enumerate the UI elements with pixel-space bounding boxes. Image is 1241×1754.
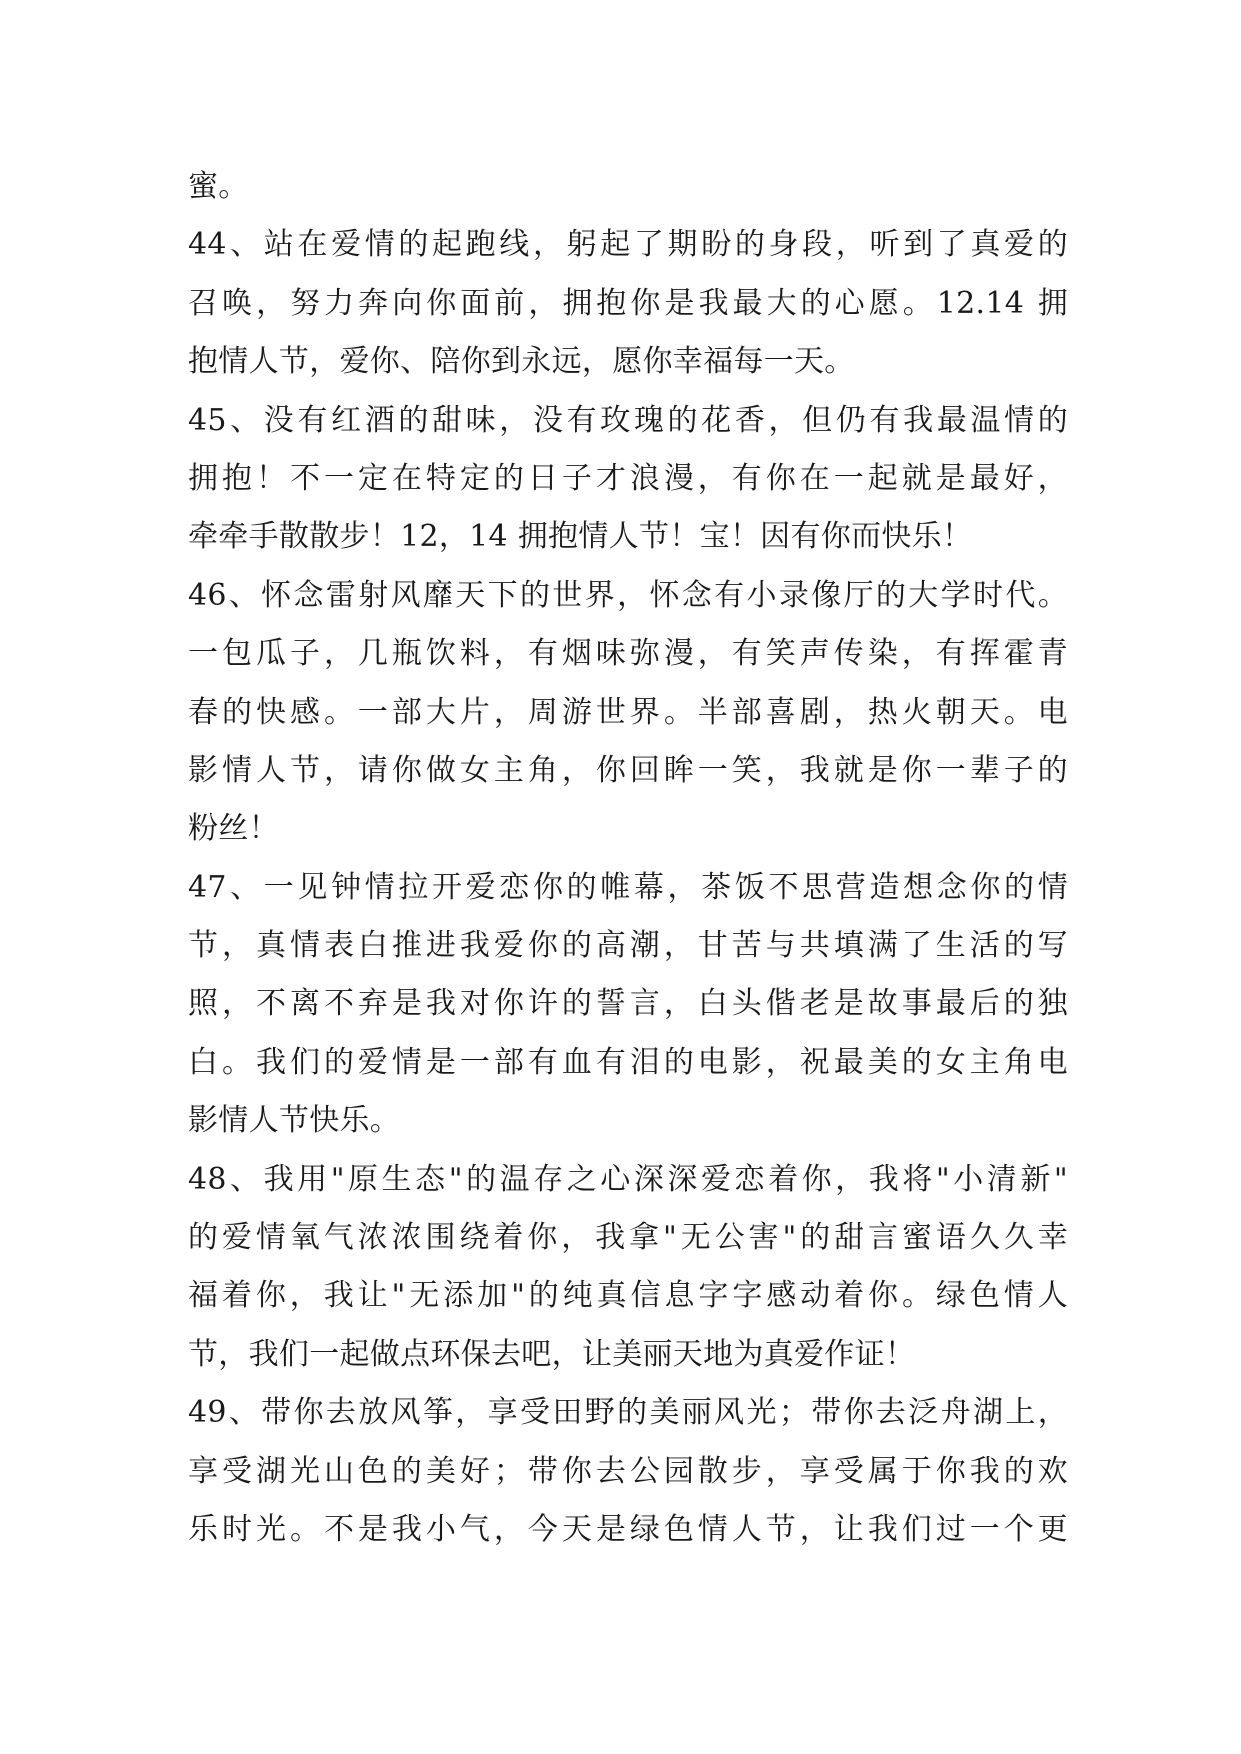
- text-line: 乐时光。不是我小气，今天是绿色情人节，让我们过一个更: [188, 1511, 1068, 1547]
- text-line: 46、怀念雷射风靡天下的世界，怀念有小录像厅的大学时代。: [188, 577, 1068, 613]
- text-line: 蜜。: [188, 169, 249, 204]
- text-line: 47、一见钟情拉开爱恋你的帷幕，茶饭不思营造想念你的情: [188, 869, 1068, 905]
- text-line: 45、没有红酒的甜味，没有玫瑰的花香，但仍有我最温情的: [188, 402, 1068, 438]
- text-line: 节，真情表白推进我爱你的高潮，甘苦与共填满了生活的写: [188, 928, 1068, 964]
- text-line: 照，不离不弃是我对你许的誓言，白头偕老是故事最后的独: [188, 986, 1068, 1022]
- text-line: 48、我用"原生态"的温存之心深深爱恋着你，我将"小清新": [188, 1161, 1068, 1197]
- text-line: 影情人节快乐。: [188, 1103, 401, 1139]
- text-line: 影情人节，请你做女主角，你回眸一笑，我就是你一辈子的: [188, 752, 1068, 788]
- text-line: 44、站在爱情的起跑线，躬起了期盼的身段，听到了真爱的: [188, 227, 1068, 263]
- text-line: 召唤，努力奔向你面前，拥抱你是我最大的心愿。12.14 拥: [188, 285, 1068, 321]
- text-line: 节，我们一起做点环保去吧，让美丽天地为真爱作证！: [188, 1336, 916, 1372]
- body-text: [188, 158, 1068, 1559]
- text-line: 一包瓜子，几瓶饮料，有烟味弥漫，有笑声传染，有挥霍青: [188, 636, 1068, 672]
- text-line: 春的快感。一部大片，周游世界。半部喜剧，热火朝天。电: [188, 694, 1068, 730]
- text-line: 享受湖光山色的美好；带你去公园散步，享受属于你我的欢: [188, 1453, 1068, 1489]
- text-line: 白。我们的爱情是一部有血有泪的电影，祝最美的女主角电: [188, 1044, 1068, 1080]
- text-line: 粉丝！: [188, 811, 279, 847]
- text-line: 抱情人节，爱你、陪你到永远，愿你幸福每一天。: [188, 344, 855, 380]
- text-line: 拥抱！不一定在特定的日子才浪漫，有你在一起就是最好，: [188, 460, 1068, 496]
- text-line: 的爱情氧气浓浓围绕着你，我拿"无公害"的甜言蜜语久久幸: [188, 1220, 1068, 1256]
- text-line: 福着你，我让"无添加"的纯真信息字字感动着你。绿色情人: [188, 1278, 1068, 1314]
- text-line: 牵牵手散散步！12，14 拥抱情人节！宝！因有你而快乐！: [188, 519, 973, 555]
- text-line: 49、带你去放风筝，享受田野的美丽风光；带你去泛舟湖上，: [188, 1395, 1068, 1431]
